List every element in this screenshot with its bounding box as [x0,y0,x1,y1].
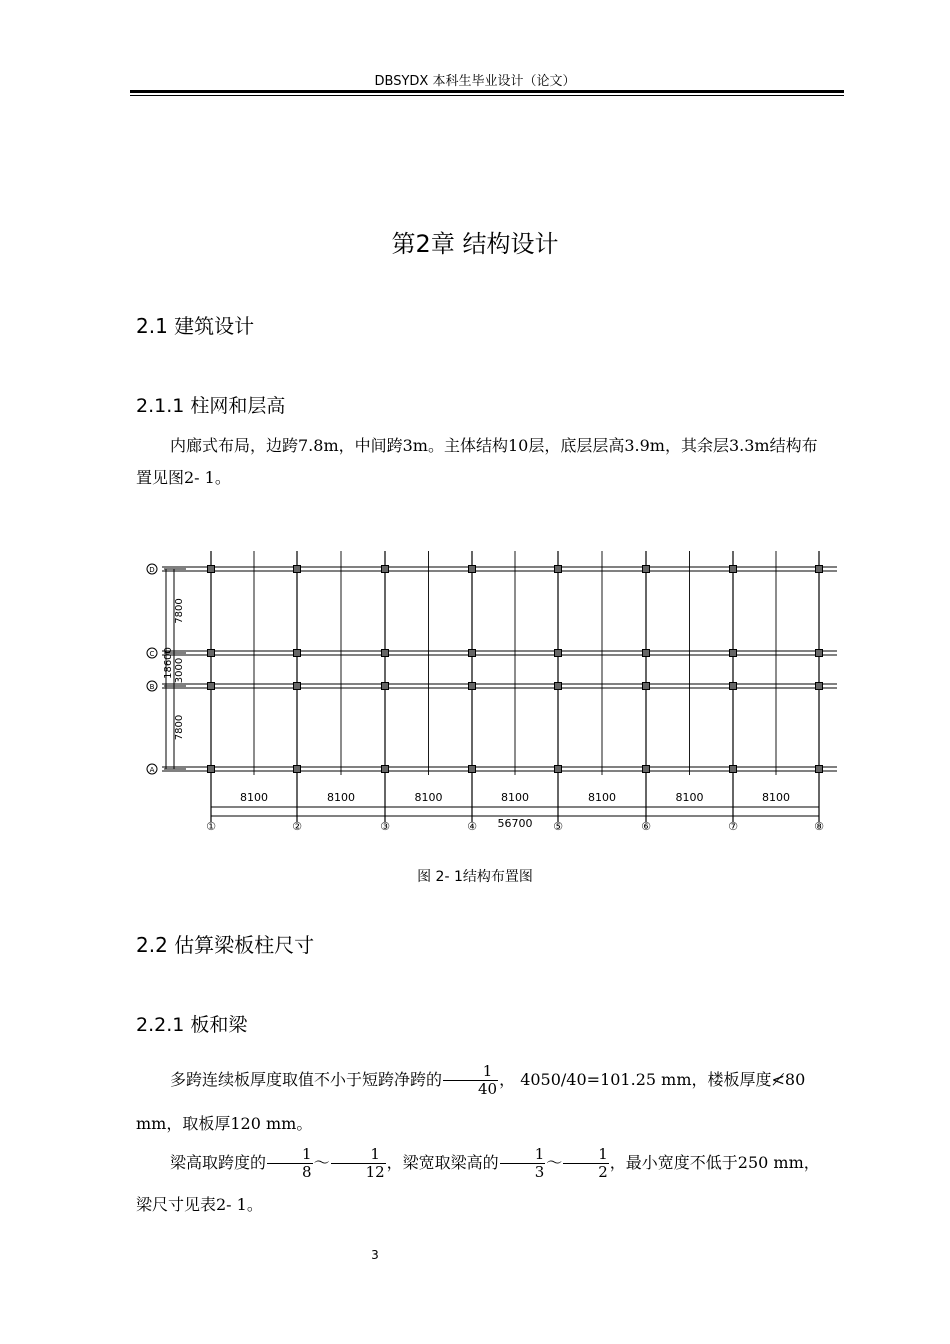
section-2-1-1-heading: 2.1.1 柱网和层高 [136,395,286,417]
column-0-3 [208,766,215,773]
bay-dim-0: 8100 [240,791,268,804]
bay-dim-1: 8100 [327,791,355,804]
p1-text-after: ， 4050/40=101.25 mm，楼板厚度≮80 mm，取板厚120 mm。 [136,1070,806,1133]
fraction-denominator: 12 [331,1163,386,1181]
p2-text-b: ，梁宽取梁高的 [386,1153,499,1172]
column-1-2 [294,683,301,690]
column-0-0 [208,566,215,573]
column-1-1 [294,650,301,657]
column-4-2 [555,683,562,690]
tilde-1: ～ [313,1153,330,1172]
axis-label-left-1: C [149,650,155,658]
column-5-1 [643,650,650,657]
section-2-1-heading: 2.1 建筑设计 [136,314,255,338]
fraction-denominator: 3 [500,1163,546,1181]
bay-dim-6: 8100 [762,791,790,804]
figure-caption: 图 2- 1结构布置图 [417,869,533,885]
bay-dim-2: 8100 [414,791,443,804]
column-7-3 [816,766,823,773]
fraction-numerator: 1 [598,1145,608,1163]
fraction-numerator: 1 [534,1145,545,1163]
column-2-0 [382,566,389,573]
column-0-1 [208,650,215,657]
bay-dim-5: 8100 [675,791,704,804]
page-number: 3 [371,1248,379,1262]
span-dim-2: 7800 [174,714,185,741]
column-6-3 [730,766,737,773]
fraction-1-8 [267,1146,313,1181]
column-7-0 [816,566,823,573]
total-depth-dim: 18600 [163,647,174,679]
fraction-denominator: 8 [267,1163,313,1181]
axis-label-bottom-4: ⑤ [553,820,563,833]
column-2-1 [382,650,389,657]
axis-label-bottom-0: ① [206,820,216,833]
axis-label-bottom-7: ⑧ [814,820,824,833]
column-4-3 [555,766,562,773]
column-7-2 [816,683,823,690]
column-3-1 [469,650,476,657]
header-rule-thin [130,95,844,96]
axis-label-bottom-2: ③ [380,820,390,833]
bay-dim-3: 8100 [501,791,529,804]
column-6-0 [730,566,737,573]
axis-label-bottom-5: ⑥ [641,820,651,833]
section-2-2-1-heading: 2.2.1 板和梁 [136,1014,248,1036]
fraction-denominator: 2 [563,1163,609,1181]
fraction-1-3 [500,1146,546,1181]
fraction-1-2 [563,1146,609,1181]
column-0-2 [208,683,215,690]
section-2-2-1-paragraph-2 [136,1142,826,1226]
column-3-0 [469,566,476,573]
fraction-1-12 [331,1146,386,1181]
column-1-0 [294,566,301,573]
p2-text-a: 梁高取跨度的 [170,1153,267,1172]
column-2-3 [382,766,389,773]
section-2-2-heading: 2.2 估算梁板柱尺寸 [136,933,315,957]
header-rule-thick [130,90,844,93]
column-4-1 [555,650,562,657]
fraction-denominator: 40 [443,1080,498,1098]
section-2-1-1-paragraph: 内廊式布局，边跨7.8m，中间跨3m。主体结构10层，底层层高3.9m，其余层3.3m结构布置见图2- 1。 [136,436,818,487]
column-5-2 [643,683,650,690]
total-length-dim: 56700 [497,817,533,830]
tilde-2: ～ [546,1153,563,1172]
fraction-numerator: 1 [302,1145,312,1163]
axis-label-bottom-1: ② [292,820,302,833]
p1-text-before: 多跨连续板厚度取值不小于短跨净跨的 [170,1070,443,1089]
fraction-numerator: 1 [370,1145,380,1163]
fraction-numerator: 1 [482,1062,493,1080]
column-5-3 [643,766,650,773]
axis-label-bottom-3: ④ [467,820,477,833]
axis-label-left-3: A [149,766,155,774]
span-dim-1: 3000 [174,657,185,684]
p2-text-c: ，最小宽度不低于250 mm，梁尺寸见表2- 1。 [136,1153,820,1214]
column-3-2 [469,683,476,690]
chapter-title: 第2章 结构设计 [391,230,559,258]
bay-dim-4: 8100 [588,791,616,804]
section-2-2-1-paragraph-1 [136,1058,826,1146]
column-1-3 [294,766,301,773]
structure-layout-figure [140,545,840,840]
axis-label-bottom-6: ⑦ [728,820,738,833]
column-5-0 [643,566,650,573]
header-text: DBSYDX 本科生毕业设计（论文） [374,74,576,89]
span-dim-0: 7800 [174,598,185,624]
column-3-3 [469,766,476,773]
axis-label-left-0: D [149,566,155,574]
column-4-0 [555,566,562,573]
column-7-1 [816,650,823,657]
column-6-1 [730,650,737,657]
column-6-2 [730,683,737,690]
axis-label-left-2: B [149,683,155,691]
fraction-1-40 [443,1063,498,1098]
column-2-2 [382,683,389,690]
